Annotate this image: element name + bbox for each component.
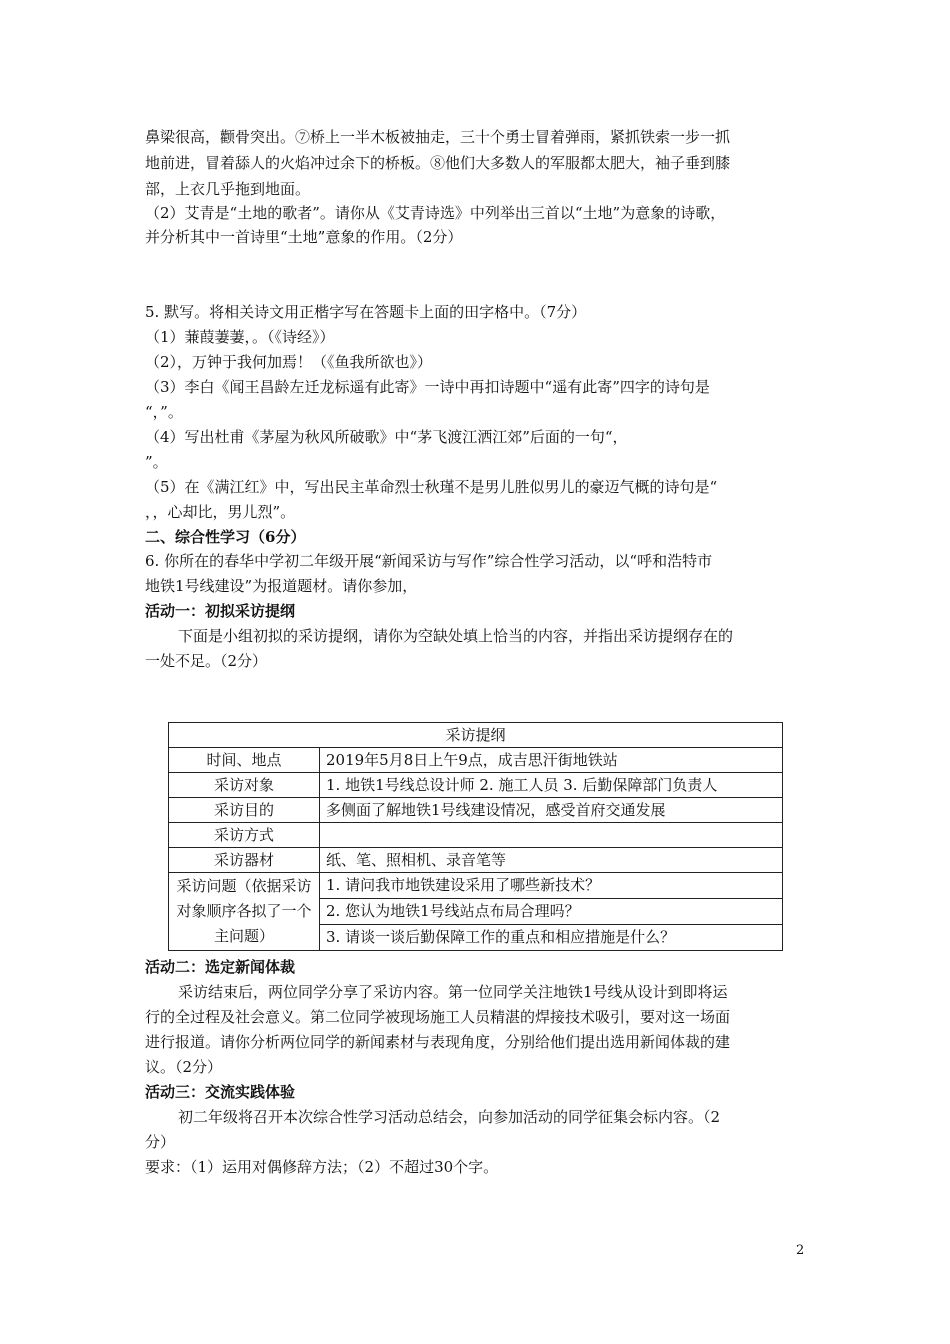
row-value: 多侧面了解地铁1号线建设情况，感受首府交通发展 [320,798,783,823]
table-row [169,748,783,773]
row-label: 采访对象 [169,773,320,798]
activity-3-line: 分） [145,1133,176,1151]
question-item: 3. 请谈一谈后勤保障工作的重点和相应措施是什么？ [320,925,783,951]
activity-2-line: 进行报道。请你分析两位同学的新闻素材与表现角度，分别给他们提出选用新闻体裁的建 [145,1033,731,1051]
table-title-row [169,723,783,748]
activity-2-line: 议。（2分） [145,1058,223,1076]
table-row [169,823,783,848]
question-5-line: （4）写出杜甫《茅屋为秋风所破歌》中“茅飞渡江洒江郊”后面的一句“， [145,428,628,446]
table-row [169,873,783,899]
table-row [169,848,783,873]
question-item: 2. 您认为地铁1号线站点布局合理吗？ [320,899,783,925]
row-value: 1. 地铁1号线总设计师 2. 施工人员 3. 后勤保障部门负责人 [320,773,783,798]
row-value-blank [320,823,783,848]
activity-2-line: 采访结束后，两位同学分享了采访内容。第一位同学关注地铁1号线从设计到即将运 [178,983,728,1001]
question-5-line: （2），万钟于我何加焉！（《鱼我所欲也》） [145,353,433,371]
questions-label: 采访问题（依据采访对象顺序各拟了一个主问题） [169,873,320,951]
text-line: 并分析其中一首诗里“土地”意象的作用。（2分） [145,228,463,246]
question-5-line: ”。 [145,453,168,471]
question-5-title: 5. 默写。将相关诗文用正楷字写在答题卡上面的田字格中。（7分） [145,303,587,321]
activity-3-label: 活动三：交流实践体验 [145,1083,296,1101]
text-line: 鼻梁很高，颧骨突出。⑦桥上一半木板被抽走，三十个勇士冒着弹雨，紧抓铁索一步一抓 [145,128,731,146]
activity-1-line: 下面是小组初拟的采访提纲，请你为空缺处填上恰当的内容，并指出采访提纲存在的 [178,627,734,645]
activity-1-line: 一处不足。（2分） [145,652,268,670]
row-label: 时间、地点 [169,748,320,773]
table-row [169,773,783,798]
text-line: 部，上衣几乎拖到地面。 [145,180,311,198]
activity-3-line: 初二年级将召开本次综合性学习活动总结会，向参加活动的同学征集会标内容。（2 [178,1108,721,1126]
row-value: 纸、笔、照相机、录音笔等 [320,848,783,873]
row-label: 采访方式 [169,823,320,848]
table-title: 采访提纲 [169,723,783,748]
page-number: 2 [796,1243,805,1258]
question-5-line: （5）在《满江红》中，写出民主革命烈士秋瑾不是男儿胜似男儿的豪迈气概的诗句是“ [145,478,718,496]
row-value: 2019年5月8日上午9点，成吉思汗街地铁站 [320,748,783,773]
question-5-line: ，，心却比，男儿烈”。 [145,503,296,521]
activity-2-line: 行的全过程及社会意义。第二位同学被现场施工人员精湛的焊接技术吸引，要对这一场面 [145,1008,731,1026]
row-label: 采访目的 [169,798,320,823]
interview-outline-table [168,722,783,951]
question-5-line: “，”。 [145,403,183,421]
question-item: 1. 请问我市地铁建设采用了哪些新技术？ [320,873,783,899]
text-line: 地前进，冒着舔人的火焰冲过余下的桥板。⑧他们大多数人的军服都太肥大，袖子垂到膝 [145,154,731,172]
activity-1-label: 活动一：初拟采访提纲 [145,602,296,620]
activity-2-label: 活动二：选定新闻体裁 [145,958,296,976]
table-row [169,798,783,823]
text-line: （2）艾青是“土地的歌者”。请你从《艾青诗选》中列举出三首以“土地”为意象的诗歌， [145,204,726,222]
section-2-heading: 二、综合性学习（6分） [145,528,306,546]
question-5-line: （3）李白《闻王昌龄左迁龙标遥有此寄》一诗中再扣诗题中“遥有此寄”四字的诗句是 [145,378,710,396]
activity-3-line: 要求：（1）运用对偶修辞方法；（2）不超过30个字。 [145,1158,499,1176]
question-6-line: 6. 你所在的春华中学初二年级开展“新闻采访与写作”综合性学习活动，以“呼和浩特市 [145,552,713,570]
question-5-line: （1）蒹葭萋萋，。（《诗经》） [145,328,335,346]
question-6-line: 地铁1号线建设”为报道题材。请你参加， [145,577,418,595]
row-label: 采访器材 [169,848,320,873]
